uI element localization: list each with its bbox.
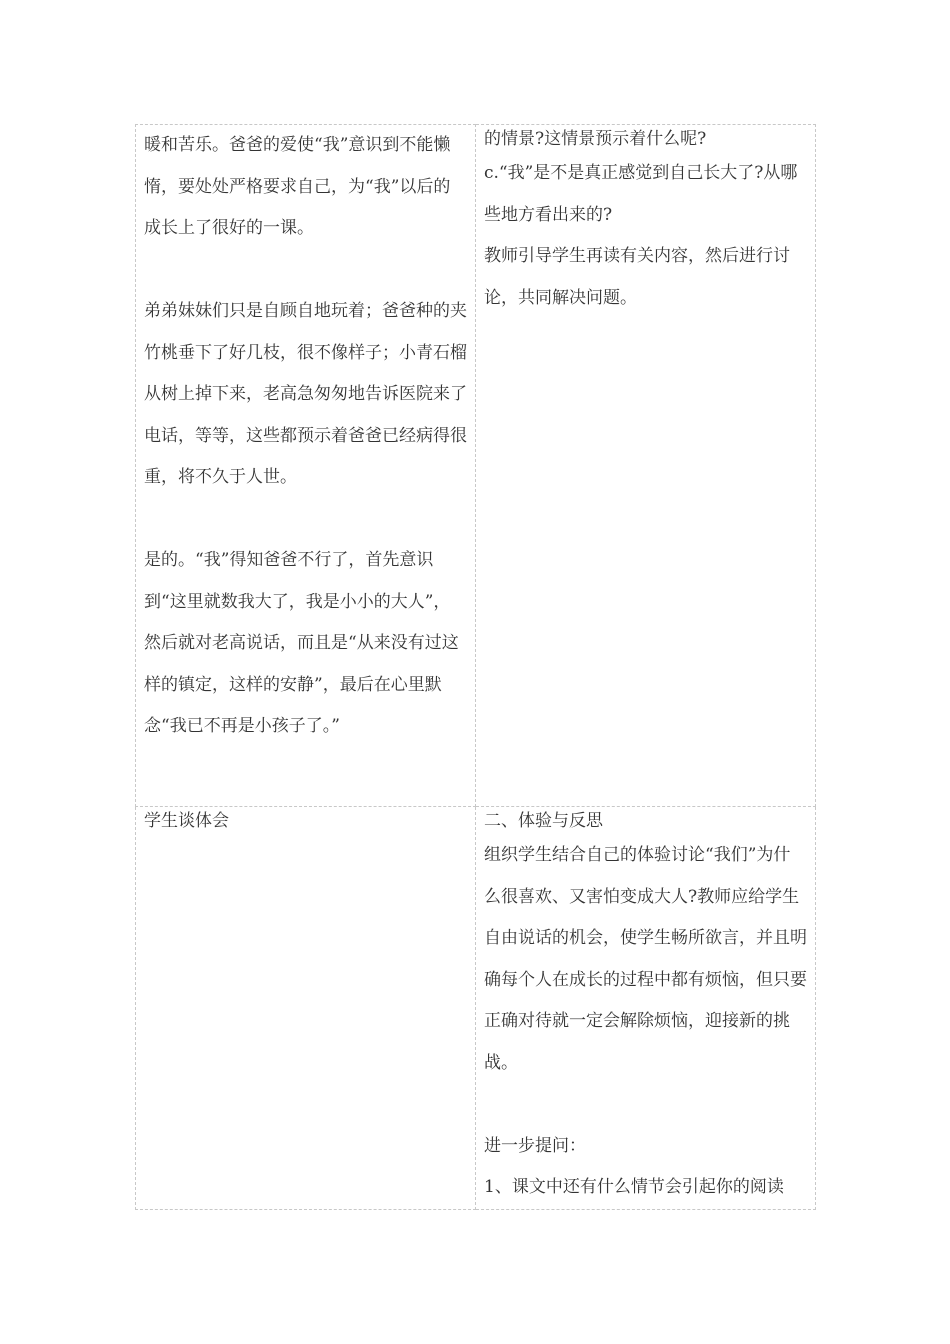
teacher-activity-cell (476, 125, 816, 807)
paragraph: c.“我”是不是真正感觉到自己长大了?从哪些地方看出来的? (484, 163, 798, 225)
paragraph: 学生谈体会 (144, 811, 229, 831)
table-row (136, 125, 816, 807)
lesson-plan-table (135, 124, 816, 1210)
paragraph-gap (144, 250, 467, 292)
paragraph: 是的。“我”得知爸爸不行了，首先意识到“这里就数我大了，我是小小的大人”，然后就对老高说话，而且是“从来没有过这样的镇定，这样的安静”，最后在心里默念“我已不再是小孩子了。” (144, 550, 459, 736)
student-activity-cell (136, 807, 476, 1210)
paragraph: 组织学生结合自己的体验讨论“我们”为什么很喜欢、又害怕变成大人?教师应给学生自由说话的机会，使学生畅所欲言，并且明确每个人在成长的过程中都有烦恼，但只要正确对待就一定会解除烦恼，迎接新的挑战。 (484, 845, 807, 1073)
paragraph: 弟弟妹妹们只是自顾自地玩着；爸爸种的夹竹桃垂下了好几枝，很不像样子；小青石榴从树上掉下来，老高急匆匆地告诉医院来了电话，等等，这些都预示着爸爸已经病得很重，将不久于人世。 (144, 301, 467, 487)
paragraph: 进一步提问： (484, 1135, 586, 1156)
paragraph: 1、课文中还有什么情节会引起你的阅读 (484, 1177, 784, 1197)
teacher-activity-cell (476, 807, 816, 1210)
paragraph: 暖和苦乐。爸爸的爱使“我”意识到不能懒惰，要处处严格要求自己，为“我”以后的成长上了很好的一课。 (144, 135, 451, 238)
paragraph: 的情景?这情景预示着什么呢? (484, 129, 707, 149)
student-activity-cell (136, 125, 476, 807)
paragraph: 教师引导学生再读有关内容，然后进行讨论，共同解决问题。 (484, 246, 790, 308)
paragraph-gap (144, 499, 467, 541)
paragraph-gap (484, 1084, 807, 1126)
table-row (136, 807, 816, 1210)
section-heading: 二、体验与反思 (484, 811, 603, 831)
